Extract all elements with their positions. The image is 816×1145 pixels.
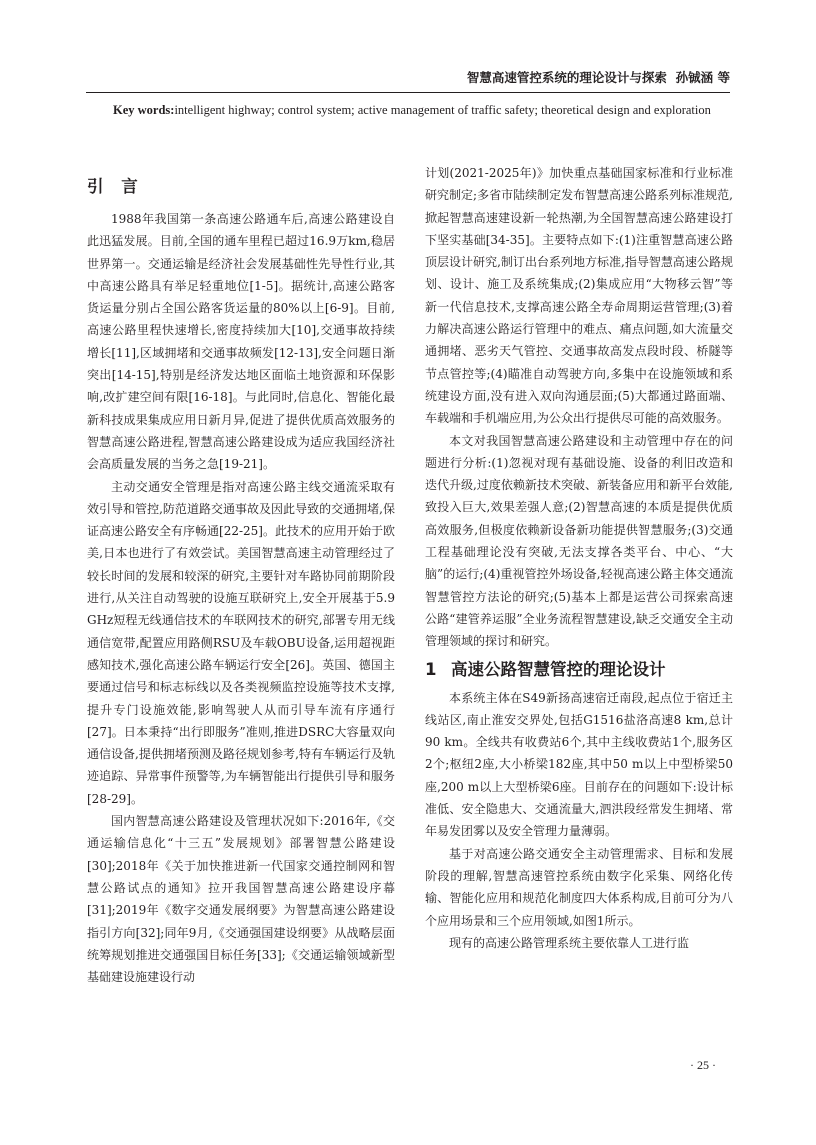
section-1-title: 高速公路智慧管控的理论设计 [451,659,666,679]
right-column [425,162,733,954]
keywords-text: intelligent highway; control system; active management of traffic safety; theoretical design and exploration [174,103,711,117]
header-rule [86,92,730,93]
left-column [87,168,395,988]
running-header [86,68,730,90]
intro-paragraph-3-continued: 计划(2021-2025年)》加快重点基础国家标准和行业标准研究制定;多省市陆续制定发布智慧高速公路系列标准规范,掀起智慧高速建设新一轮热潮,为全国智慧高速公路建设打下坚实基础[34-35]。主要特点如下:(1)注重智慧高速公路顶层设计研究,制订出台系列地方标准,指导智慧高速公路规划、设计、施工及系统集成;(2)集成应用“大物移云智”等新一代信息技术,支撑高速公路全寿命周期运营管理;(3)着力解决高速公路运行管理中的难点、痛点问题,如大流量交通拥堵、恶劣天气管控、交通事故高发点段时段、桥隧等节点管控等;(4)瞄准自动驾驶方向,多集中在设施领域和系统建设方面,没有进入双向沟通层面;(5)大都通过路面端、车载端和手机端应用,为公众出行提供尽可能的高效服务。 [425,166,733,426]
intro-paragraph-4: 本文对我国智慧高速公路建设和主动管理中存在的问题进行分析:(1)忽视对现有基础设施、设备的利旧改造和迭代升级,过度依赖新技术突破、新装备应用和新平台效能,致投入巨大,效果差强人意;(2)智慧高速的本质是提供优质高效服务,但极度依赖新设备新功能提供智慧服务;(3)交通工程基础理论没有突破,无法支撑各类平台、中心、“大脑”的运行;(4)重视管控外场设备,轻视高速公路主体交通流智慧管控方法论的研究;(5)基本上都是运营公司探索高速公路“建管养运服”全业务流程智慧建设,缺乏交通安全主动管理领域的探讨和研究。 [425,433,733,649]
section-1-paragraph-1: 本系统主体在S49新扬高速宿迁南段,起点位于宿迁主线站区,南止淮安交界处,包括G1516盐洛高速8 km,总计90 km。全线共有收费站6个,其中主线收费站1个,服务区2个;枢纽2座,大小桥梁182座,其中50 m以上中型桥梁50座,200 m以上大型桥梁6座。目前存在的问题如下:设计标准低、安全隐患大、交通流量大,泗洪段经常发生拥堵、常年易发团雾以及安全管理力量薄弱。 [425,690,733,839]
running-header-title: 智慧高速管控系统的理论设计与探索 [466,70,667,85]
page-number: · 25 · [690,1058,716,1072]
section-1-number: 1 [425,659,437,679]
intro-paragraph-1: 1988年我国第一条高速公路通车后,高速公路建设自此迅猛发展。目前,全国的通车里程已超过16.9万km,稳居世界第一。交通运输是经济社会发展基础性先导性行业,其中高速公路具有举足轻重地位[1-5]。据统计,高速公路客货运量分别占全国公路客货运量的80%以上[6-9]。目前,高速公路里程快速增长,密度持续加大[10],交通事故持续增长[11],区域拥堵和交通事故频发[12-13],安全问题日渐突出[14-15],特别是经济发达地区面临土地资源和环保影响,改扩建空间有限[16-18]。与此同时,信息化、智能化最新科技成果集成应用日新月异,促进了提供优质高效服务的智慧高速公路进程,智慧高速公路建设成为适应我国经济社会高质量发展的当务之急[19-21]。 [87,212,395,472]
section-1-paragraph-2: 基于对高速公路交通安全主动管理需求、目标和发展阶段的理解,智慧高速管控系统由数字化采集、网络化传输、智能化应用和规范化制度四大体系构成,目前可分为八个应用场景和三个应用领域,如图1所示。 [425,846,733,928]
section-1-heading [425,657,733,683]
intro-paragraph-2: 主动交通安全管理是指对高速公路主线交通流采取有效引导和管控,防范道路交通事故及因此导致的交通拥堵,保证高速公路安全有序畅通[22-25]。此技术的应用开始于欧美,日本也进行了有效尝试。美国智慧高速主动管理经过了较长时间的发展和较深的研究,主要针对车路协同前期阶段进行,从关注自动驾驶的设施互联研究上,安全开展基于5.9 GHz短程无线通信技术的车联网技术的研究,部署专用无线通信宽带,配置应用路侧RSU及车载OBU设备,运用超视距感知技术,强化高速公路车辆运行安全[26]。英国、德国主要通过信号和标志标线以及各类视频监控设施等技术支撑,提升专门设施效能,影响驾驶人从而引导车流有序通行[27]。日本秉持“出行即服务”准则,推进DSRC大容量双向通信设备,提供拥堵预测及路径规划参考,特有车辆运行及轨迹追踪、异常事件预警等,为车辆智能出行提供引导和服务[28-29]。 [87,479,395,806]
section-1-paragraph-3: 现有的高速公路管理系统主要依靠人工进行监 [449,935,690,950]
keywords-block [113,99,712,121]
intro-heading: 引 言 [87,177,144,196]
intro-paragraph-3: 国内智慧高速公路建设及管理状况如下:2016年,《交通运输信息化“十三五”发展规划》部署智慧公路建设[30];2018年《关于加快推进新一代国家交通控制网和智慧公路试点的通知》拉开我国智慧高速公路建设序幕[31];2019年《数字交通发展纲要》为智慧高速公路建设指引方向[32];同年9月,《交通强国建设纲要》从战略层面统筹规划推进交通强国目标任务[33];《交通运输领域新型基础建设施建设行动 [87,814,395,985]
keywords-label: Key words: [113,103,175,117]
running-header-authors: 孙铖涵 等 [675,70,730,85]
